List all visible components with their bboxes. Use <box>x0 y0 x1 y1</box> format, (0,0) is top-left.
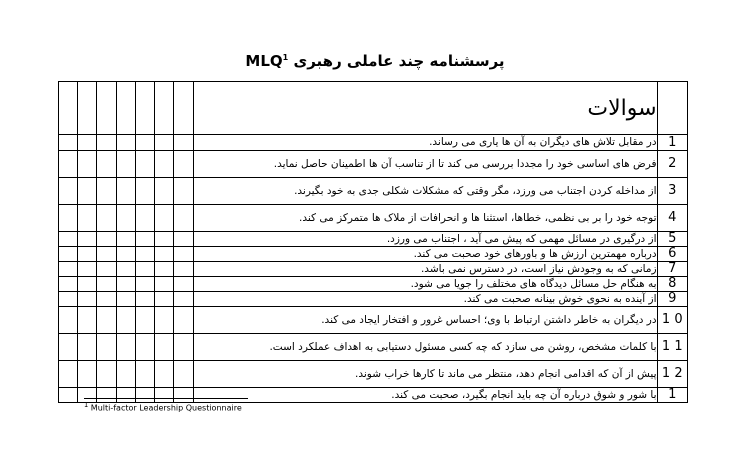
answer-cell[interactable] <box>116 361 135 388</box>
table-row <box>59 151 688 178</box>
answer-cell[interactable] <box>174 232 193 247</box>
question-text: از درگیری در مسائل مهمی که پیش می آید ، اجتناب می ورزد. <box>193 232 657 247</box>
answer-cell[interactable] <box>78 262 97 277</box>
answer-cell[interactable] <box>155 277 174 292</box>
answer-cell[interactable] <box>97 232 116 247</box>
answer-cell[interactable] <box>174 151 193 178</box>
answer-header-cell <box>59 82 78 135</box>
answer-cell[interactable] <box>59 151 78 178</box>
question-text: با کلمات مشخص، روشن می سازد که چه کسی مسئول دستیابی به اهداف عملکرد است. <box>193 334 657 361</box>
table-row <box>59 247 688 262</box>
number-header-cell <box>657 82 687 135</box>
question-number: 9 <box>657 292 687 307</box>
answer-cell[interactable] <box>78 135 97 151</box>
answer-cell[interactable] <box>116 307 135 334</box>
table-row <box>59 277 688 292</box>
question-text: به هنگام حل مسائل دیدگاه های مختلف را جویا می شود. <box>193 277 657 292</box>
questions-header: سوالات <box>193 82 657 135</box>
answer-cell[interactable] <box>97 334 116 361</box>
question-number: 1 0 <box>657 307 687 334</box>
question-number: 6 <box>657 247 687 262</box>
answer-cell[interactable] <box>135 277 154 292</box>
question-number: 3 <box>657 178 687 205</box>
footnote-text: Multi-factor Leadership Questionnaire <box>90 403 242 413</box>
answer-cell[interactable] <box>78 247 97 262</box>
answer-cell[interactable] <box>116 262 135 277</box>
answer-header-cell <box>174 82 193 135</box>
answer-cell[interactable] <box>155 135 174 151</box>
answer-cell[interactable] <box>135 205 154 232</box>
answer-cell[interactable] <box>59 135 78 151</box>
answer-cell[interactable] <box>97 178 116 205</box>
answer-cell[interactable] <box>174 334 193 361</box>
footnote <box>84 401 242 413</box>
answer-cell[interactable] <box>155 205 174 232</box>
answer-cell[interactable] <box>155 151 174 178</box>
answer-cell[interactable] <box>135 307 154 334</box>
question-number: 1 <box>657 135 687 151</box>
answer-cell[interactable] <box>174 247 193 262</box>
answer-cell[interactable] <box>97 247 116 262</box>
answer-cell[interactable] <box>116 334 135 361</box>
table-row <box>59 361 688 388</box>
question-number: 5 <box>657 232 687 247</box>
answer-cell[interactable] <box>97 277 116 292</box>
questionnaire-table <box>58 81 688 403</box>
answer-cell[interactable] <box>59 262 78 277</box>
question-text: از آینده به نحوی خوش بینانه صحبت می کند. <box>193 292 657 307</box>
answer-cell[interactable] <box>59 388 78 403</box>
footnote-marker: 1 <box>84 401 89 409</box>
answer-cell[interactable] <box>116 178 135 205</box>
table-row <box>59 262 688 277</box>
question-text: توجه خود را بر بی نظمی، خطاها، استثنا ها و انحرافات از ملاک ها متمرکز می کند. <box>193 205 657 232</box>
answer-header-cell <box>135 82 154 135</box>
answer-header-cell <box>116 82 135 135</box>
table-row <box>59 307 688 334</box>
title-footnote-marker: 1 <box>282 53 289 62</box>
answer-cell[interactable] <box>116 232 135 247</box>
answer-cell[interactable] <box>78 178 97 205</box>
answer-cell[interactable] <box>59 292 78 307</box>
answer-cell[interactable] <box>59 178 78 205</box>
question-number: 8 <box>657 277 687 292</box>
page-title <box>0 52 750 70</box>
question-text: از مداخله کردن اجتناب می ورزد، مگر وقتی که مشکلات شکلی جدی به خود بگیرند. <box>193 178 657 205</box>
answer-cell[interactable] <box>97 151 116 178</box>
question-text: با شور و شوق درباره آن چه باید انجام بگیرد، صحبت می کند. <box>193 388 657 403</box>
answer-cell[interactable] <box>116 292 135 307</box>
answer-cell[interactable] <box>116 247 135 262</box>
answer-cell[interactable] <box>78 307 97 334</box>
answer-cell[interactable] <box>97 292 116 307</box>
answer-cell[interactable] <box>97 135 116 151</box>
answer-cell[interactable] <box>135 262 154 277</box>
answer-cell[interactable] <box>155 292 174 307</box>
question-number: 4 <box>657 205 687 232</box>
answer-cell[interactable] <box>97 361 116 388</box>
answer-cell[interactable] <box>135 178 154 205</box>
answer-cell[interactable] <box>155 334 174 361</box>
answer-cell[interactable] <box>174 292 193 307</box>
footnote-divider <box>84 398 248 399</box>
question-text: فرض های اساسی خود را مجددا بررسی می کند تا از تناسب آن ها اطمینان حاصل نماید. <box>193 151 657 178</box>
answer-cell[interactable] <box>59 205 78 232</box>
answer-header-cell <box>78 82 97 135</box>
answer-cell[interactable] <box>135 361 154 388</box>
table-row <box>59 135 688 151</box>
answer-cell[interactable] <box>59 361 78 388</box>
question-text: زمانی که به وجودش نیاز است، در دسترس نمی باشد. <box>193 262 657 277</box>
answer-cell[interactable] <box>155 262 174 277</box>
question-text: درباره مهمترین ارزش ها و باورهای خود صحبت می کند. <box>193 247 657 262</box>
answer-cell[interactable] <box>155 247 174 262</box>
question-number: 1 2 <box>657 361 687 388</box>
answer-cell[interactable] <box>78 277 97 292</box>
answer-cell[interactable] <box>135 247 154 262</box>
answer-cell[interactable] <box>155 307 174 334</box>
answer-cell[interactable] <box>174 205 193 232</box>
answer-cell[interactable] <box>78 334 97 361</box>
table-row <box>59 178 688 205</box>
answer-cell[interactable] <box>116 205 135 232</box>
question-number: 7 <box>657 262 687 277</box>
answer-cell[interactable] <box>116 135 135 151</box>
answer-cell[interactable] <box>174 135 193 151</box>
answer-cell[interactable] <box>78 292 97 307</box>
title-text: پرسشنامه چند عاملی رهبری MLQ <box>245 52 505 70</box>
answer-cell[interactable] <box>135 135 154 151</box>
answer-cell[interactable] <box>155 178 174 205</box>
answer-cell[interactable] <box>59 277 78 292</box>
answer-cell[interactable] <box>135 151 154 178</box>
answer-cell[interactable] <box>174 262 193 277</box>
answer-cell[interactable] <box>155 361 174 388</box>
answer-header-cell <box>97 82 116 135</box>
question-text: در مقابل تلاش های دیگران به آن ها یاری می رساند. <box>193 135 657 151</box>
answer-cell[interactable] <box>135 334 154 361</box>
answer-cell[interactable] <box>59 232 78 247</box>
answer-cell[interactable] <box>97 262 116 277</box>
answer-cell[interactable] <box>59 334 78 361</box>
answer-cell[interactable] <box>97 307 116 334</box>
table-row <box>59 232 688 247</box>
answer-cell[interactable] <box>116 277 135 292</box>
table-row <box>59 334 688 361</box>
answer-cell[interactable] <box>174 307 193 334</box>
answer-cell[interactable] <box>59 307 78 334</box>
answer-cell[interactable] <box>78 232 97 247</box>
question-number: 1 <box>657 388 687 403</box>
answer-cell[interactable] <box>174 361 193 388</box>
answer-cell[interactable] <box>174 178 193 205</box>
question-text: پیش از آن که اقدامی انجام دهد، منتظر می ماند تا کارها خراب شوند. <box>193 361 657 388</box>
answer-cell[interactable] <box>78 205 97 232</box>
answer-cell[interactable] <box>116 151 135 178</box>
answer-cell[interactable] <box>78 361 97 388</box>
table-header-row <box>59 82 688 135</box>
question-number: 2 <box>657 151 687 178</box>
question-text: در دیگران به خاطر داشتن ارتباط با وی؛ احساس غرور و افتخار ایجاد می کند. <box>193 307 657 334</box>
answer-cell[interactable] <box>78 151 97 178</box>
answer-cell[interactable] <box>135 292 154 307</box>
answer-cell[interactable] <box>155 232 174 247</box>
table-row <box>59 205 688 232</box>
question-number: 1 1 <box>657 334 687 361</box>
answer-cell[interactable] <box>135 232 154 247</box>
answer-header-cell <box>155 82 174 135</box>
table-row <box>59 292 688 307</box>
answer-cell[interactable] <box>59 247 78 262</box>
answer-cell[interactable] <box>97 205 116 232</box>
answer-cell[interactable] <box>174 277 193 292</box>
